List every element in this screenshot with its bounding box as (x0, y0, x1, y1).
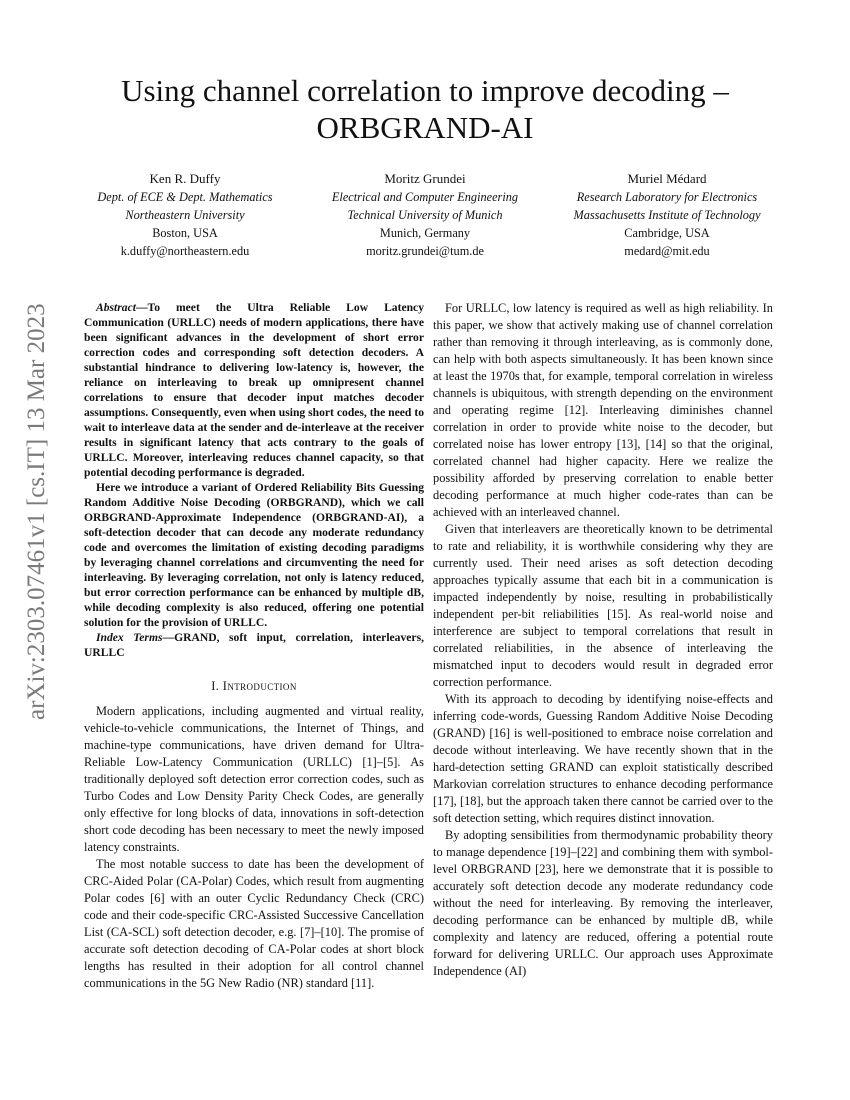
author-2 (300, 170, 550, 260)
section-number: I. (211, 679, 220, 693)
body-paragraph-2: Given that interleavers are theoretically known to be detrimental to rate and reliability, it is worthwhile considering why they are currently used. Their need arises as soft detection decoding approaches typically assume that each bit in a communication is impacted independently by noise, resulting in probabilistically independent per-bit reliabilities [15]. As real-world noise and interference are subject to temporal correlations that result in correlated reliabilities, in the absence of interleaving the mismatched input to decoders would result in degraded error correction performance. (433, 522, 773, 689)
author-email: medard@mit.edu (624, 244, 710, 258)
author-3 (542, 170, 792, 260)
abstract-paragraph-2: Here we introduce a variant of Ordered Reliability Bits Guessing Random Additive Noise Decoding (ORBGRAND), which we call ORBGRAND-Approximate Independence (ORBGRAND-AI), a soft-detection decoder that can decode any moderate redundancy code and overcomes the limitation of existing decoding paradigms by leveraging channel correlations and circumventing the need for interleaving. By leveraging correlation, not only is latency reduced, but error correction performance can be enhanced by multiple dB, while decoding complexity is also reduced, offering one potential solution for the provision of URLLC. (84, 481, 424, 629)
author-location: Boston, USA (152, 226, 218, 240)
title-line-2: ORBGRAND-AI (316, 110, 534, 145)
arxiv-identifier: arXiv:2303.07461v1 [cs.IT] 13 Mar 2023 (23, 303, 50, 720)
author-email: moritz.grundei@tum.de (366, 244, 484, 258)
abstract-label: Abstract (96, 301, 136, 314)
index-terms (84, 630, 424, 660)
author-name: Muriel Médard (627, 171, 707, 186)
abstract-text-1: —To meet the Ultra Reliable Low Latency Communication (URLLC) needs of modern applications, there have been significant advances in the development of short error correction codes and corresponding soft detection decoders. A substantial hindrance to delivering low-latency is, however, the reliance on interleaving to break up omnipresent channel correlations to ensure that decoder input matches decoder assumptions. Consequently, even when using short codes, the need to wait to interleave data at the sender and de-interleave at the receiver results in significant latency that acts contrary to the goals of URLLC. Moreover, interleaving reduces channel capacity, so that potential decoding performance is degraded. (84, 301, 424, 479)
author-location: Cambridge, USA (624, 226, 710, 240)
author-block (60, 170, 790, 260)
section-heading (84, 678, 424, 695)
author-name: Ken R. Duffy (149, 171, 221, 186)
abstract-paragraph-1 (84, 300, 424, 480)
author-1 (60, 170, 310, 260)
arxiv-sidebar (6, 300, 50, 720)
author-institution: Massachusetts Institute of Technology (573, 208, 761, 222)
abstract (84, 300, 424, 660)
section-title: Introduction (222, 679, 297, 693)
paper-title (60, 72, 790, 146)
author-institution: Technical University of Munich (347, 208, 503, 222)
left-column (84, 300, 424, 992)
body-paragraph-3: With its approach to decoding by identifying noise-effects and inferring code-words, Guessing Random Additive Noise Decoding (GRAND) [16] is well-positioned to embrace noise correlation and decode without interleaving. We have recently shown that in the hard-detection setting GRAND can exploit statistically described Markovian correlation structures to enhance decoding performance [17], [18], but the approach taken there cannot be carried over to the soft detection setting, which requires distinct innovation. (433, 692, 773, 825)
intro-paragraph-2: The most notable success to date has been the development of CRC-Aided Polar (CA-Polar) Codes, which result from augmenting Polar codes [6] with an outer Cyclic Redundancy Check (CRC) code and their code-specific CRC-Assisted Successive Cancellation List (CA-SCL) soft detection decoder, e.g. [7]–[10]. The promise of accurate soft detection decoding of CA-Polar codes at short block lengths has resulted in their adoption for all control channel communications in the 5G New Radio (NR) standard [11]. (84, 857, 424, 990)
author-institution: Northeastern University (125, 208, 245, 222)
author-location: Munich, Germany (379, 226, 471, 240)
index-terms-text: —GRAND, soft input, correlation, interleavers, URLLC (84, 631, 424, 659)
author-affiliation: Dept. of ECE & Dept. Mathematics (97, 190, 273, 204)
intro-paragraph-1: Modern applications, including augmented and virtual reality, vehicle-to-vehicle communications, the Internet of Things, and machine-type communications, have driven demand for Ultra-Reliable Low-Latency Communication (URLLC) [1]–[5]. As traditionally deployed soft detection error correction codes, such as Turbo Codes and Low Density Parity Check Codes, are generally only effective for long blocks of data, innovations in soft-detection short code decoding has been necessary to meet the newly imposed latency constraints. (84, 704, 424, 854)
author-name: Moritz Grundei (384, 171, 466, 186)
index-terms-label: Index Terms (96, 631, 163, 644)
body-paragraph-4: By adopting sensibilities from thermodynamic probability theory to manage dependence [19]–[22] and combining them with symbol-level ORBGRAND [23], here we demonstrate that it is possible to accurately soft detection decode any moderate redundancy code without the need for interleaving. By removing the interleaver, decoding performance can be enhanced by multiple dB, while complexity and latency are reduced, offering a potential route forward for delivering URLLC. Our approach uses Approximate Independence (AI) (433, 828, 773, 978)
body-paragraph-1: For URLLC, low latency is required as well as high reliability. In this paper, we show that actively making use of channel correlation rather than removing it through interleaving, as is commonly done, can help with both aspects simultaneously. It has been known since at least the 1970s that, for example, temporal correlation in wireless channels is ubiquitous, with strength depending on the environment and operating regime [12]. Interleaving diminishes channel correlation in order to provide white noise to the decoder, but correlated noise has lower entropy [13], [14] so that the original, correlated channel had higher capacity. Here we realize the possibility afforded by preserving correlation to enable better decoding performance at much higher code-rates than can be achieved with an interleaved channel. (433, 301, 773, 519)
title-line-1: Using channel correlation to improve decoding – (121, 73, 729, 108)
right-column (433, 300, 773, 980)
author-email: k.duffy@northeastern.edu (120, 244, 250, 258)
author-affiliation: Research Laboratory for Electronics (576, 190, 758, 204)
author-affiliation: Electrical and Computer Engineering (331, 190, 519, 204)
